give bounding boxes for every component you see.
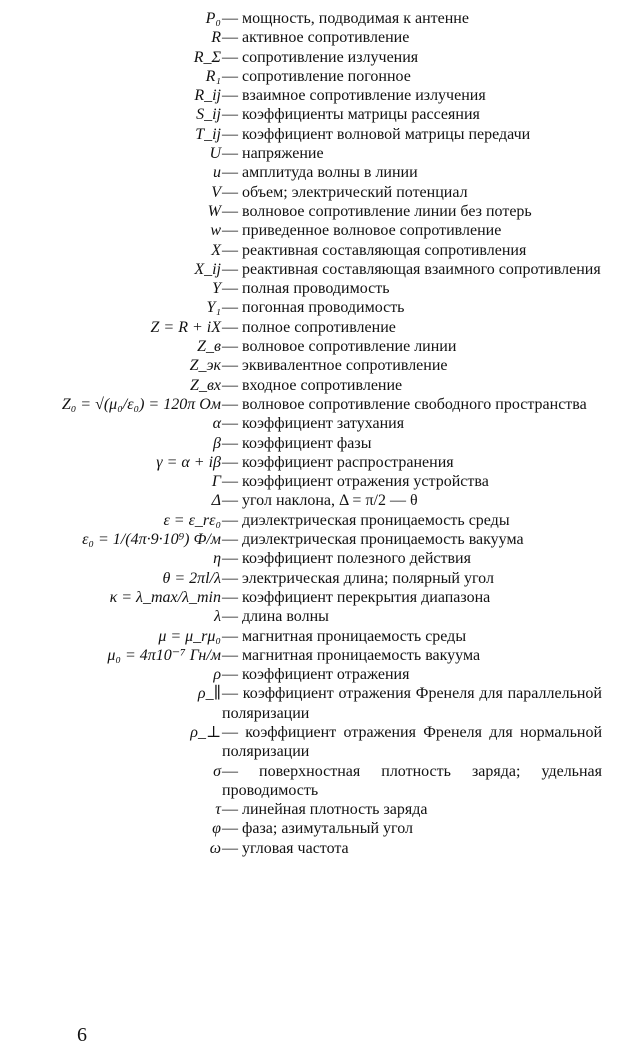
list-item <box>0 627 620 646</box>
entry-definition: — взаимное сопротивление излучения <box>222 86 602 105</box>
list-item <box>0 414 620 433</box>
entry-definition: — коэффициент распространения <box>222 453 602 472</box>
list-item <box>0 105 620 124</box>
list-item <box>0 221 620 240</box>
entry-definition: — амплитуда волны в линии <box>222 163 602 182</box>
entry-symbol: Δ <box>211 492 221 510</box>
list-item <box>0 183 620 202</box>
entry-definition: — магнитная проницаемость вакуума <box>222 646 602 665</box>
list-item <box>0 472 620 491</box>
entry-symbol: Y₁ <box>206 299 221 317</box>
list-item <box>0 337 620 356</box>
entry-symbol: σ <box>213 762 221 780</box>
entry-symbol: Y <box>212 280 221 298</box>
list-item <box>0 48 620 67</box>
entry-symbol: U <box>209 145 221 163</box>
entry-symbol: Z_вх <box>190 376 221 394</box>
entry-definition: — волновое сопротивление линии без потерь <box>222 202 602 221</box>
list-item <box>0 241 620 260</box>
entry-definition: — коэффициент отражения Френеля для нормальной поляризации <box>222 723 602 762</box>
entry-symbol: X_ij <box>194 260 221 278</box>
list-item <box>0 588 620 607</box>
entry-symbol: ρ <box>213 666 221 684</box>
entry-definition: — приведенное волновое сопротивление <box>222 221 602 240</box>
list-item <box>0 684 620 723</box>
list-item <box>0 607 620 626</box>
entry-symbol: R₁ <box>205 67 221 85</box>
entry-symbol: φ <box>212 820 221 838</box>
entry-symbol: λ <box>214 608 221 626</box>
entry-definition: — сопротивление излучения <box>222 48 602 67</box>
entry-symbol: μ₀ = 4π10⁻⁷ Гн/м <box>107 646 221 664</box>
entry-definition: — коэффициент волновой матрицы передачи <box>222 125 602 144</box>
entry-symbol: R <box>211 29 221 47</box>
entry-symbol: κ = λ_max/λ_min <box>109 588 221 606</box>
entry-definition: — напряжение <box>222 144 602 163</box>
entry-symbol: β <box>213 434 221 452</box>
entry-symbol: Z₀ = √(μ₀/ε₀) = 120π Ом <box>61 395 221 413</box>
list-item <box>0 86 620 105</box>
list-item <box>0 67 620 86</box>
list-item <box>0 762 620 801</box>
list-item <box>0 144 620 163</box>
entry-definition: — длина волны <box>222 607 602 626</box>
entry-symbol: T_ij <box>195 125 221 143</box>
entry-symbol: θ = 2πl/λ <box>162 569 221 587</box>
entry-definition: — коэффициент отражения устройства <box>222 472 602 491</box>
entry-definition: — мощность, подводимая к антенне <box>222 9 602 28</box>
entry-symbol: ω <box>209 839 221 857</box>
entry-definition: — объем; электрический потенциал <box>222 183 602 202</box>
entry-definition: — диэлектрическая проницаемость среды <box>222 511 602 530</box>
entry-symbol: W <box>207 202 221 220</box>
list-item <box>0 491 620 510</box>
list-item <box>0 298 620 317</box>
entry-symbol: S_ij <box>196 106 221 124</box>
entry-definition: — волновое сопротивление линии <box>222 337 602 356</box>
entry-definition: — коэффициент полезного действия <box>222 549 602 568</box>
list-item <box>0 125 620 144</box>
entry-definition: — линейная плотность заряда <box>222 800 602 819</box>
list-item <box>0 434 620 453</box>
entry-definition: — коэффициент перекрытия диапазона <box>222 588 602 607</box>
entry-symbol: ρ_⊥ <box>190 723 221 741</box>
entry-definition: — диэлектрическая проницаемость вакуума <box>222 530 602 549</box>
list-item <box>0 549 620 568</box>
entry-symbol: ε₀ = 1/(4π·9·10⁹) Ф/м <box>82 531 221 549</box>
entry-symbol: Z_эк <box>189 357 221 375</box>
entry-symbol: Z = R + iX <box>150 318 221 336</box>
entry-definition: — входное сопротивление <box>222 376 602 395</box>
entry-definition: — коэффициент фазы <box>222 434 602 453</box>
list-item <box>0 260 620 279</box>
entry-definition: — угол наклона, Δ = π/2 — θ <box>222 491 602 510</box>
entry-symbol: Γ <box>211 473 221 491</box>
entry-symbol: w <box>210 222 221 240</box>
entry-symbol: η <box>213 550 221 568</box>
entry-definition: — волновое сопротивление свободного пространства <box>222 395 602 414</box>
list-item <box>0 453 620 472</box>
entry-symbol: u <box>213 164 221 182</box>
entry-symbol: P₀ <box>205 10 221 27</box>
notation-list <box>0 9 620 858</box>
entry-definition: — полная проводимость <box>222 279 602 298</box>
entry-symbol: γ = α + iβ <box>156 453 221 471</box>
entry-symbol: X <box>211 241 221 259</box>
list-item <box>0 395 620 414</box>
list-item <box>0 376 620 395</box>
entry-symbol: α <box>212 415 221 433</box>
entry-definition: — угловая частота <box>222 839 602 858</box>
list-item <box>0 839 620 858</box>
entry-definition: — сопротивление погонное <box>222 67 602 86</box>
entry-definition: — коэффициент отражения Френеля для параллельной поляризации <box>222 684 602 723</box>
entry-symbol: μ = μ_rμ₀ <box>158 627 221 645</box>
list-item <box>0 646 620 665</box>
entry-definition: — реактивная составляющая взаимного сопротивления <box>222 260 602 279</box>
list-item <box>0 163 620 182</box>
list-item <box>0 530 620 549</box>
list-item <box>0 723 620 762</box>
list-item <box>0 800 620 819</box>
entry-symbol: ρ_∥ <box>197 685 221 703</box>
list-item <box>0 279 620 298</box>
entry-definition: — электрическая длина; полярный угол <box>222 569 602 588</box>
list-item <box>0 819 620 838</box>
entry-definition: — поверхностная плотность заряда; удельная проводимость <box>222 762 602 801</box>
entry-definition: — реактивная составляющая сопротивления <box>222 241 602 260</box>
entry-definition: — магнитная проницаемость среды <box>222 627 602 646</box>
entry-definition: — фаза; азимутальный угол <box>222 819 602 838</box>
entry-definition: — полное сопротивление <box>222 318 602 337</box>
entry-symbol: ε = ε_rε₀ <box>163 511 221 529</box>
page-number: 6 <box>77 1024 87 1046</box>
entry-symbol: R_Σ <box>193 48 221 66</box>
entry-definition: — эквивалентное сопротивление <box>222 356 602 375</box>
entry-definition: — коэффициент затухания <box>222 414 602 433</box>
list-item <box>0 9 620 28</box>
entry-symbol: R_ij <box>194 87 221 105</box>
list-item <box>0 28 620 47</box>
list-item <box>0 511 620 530</box>
entry-definition: — коэффициент отражения <box>222 665 602 684</box>
list-item <box>0 202 620 221</box>
list-item <box>0 665 620 684</box>
list-item <box>0 356 620 375</box>
entry-definition: — активное сопротивление <box>222 28 602 47</box>
entry-definition: — коэффициенты матрицы рассеяния <box>222 105 602 124</box>
entry-symbol: V <box>211 183 221 201</box>
list-item <box>0 318 620 337</box>
entry-symbol: Z_в <box>197 338 221 356</box>
entry-symbol: τ <box>215 801 221 819</box>
entry-definition: — погонная проводимость <box>222 298 602 317</box>
list-item <box>0 569 620 588</box>
